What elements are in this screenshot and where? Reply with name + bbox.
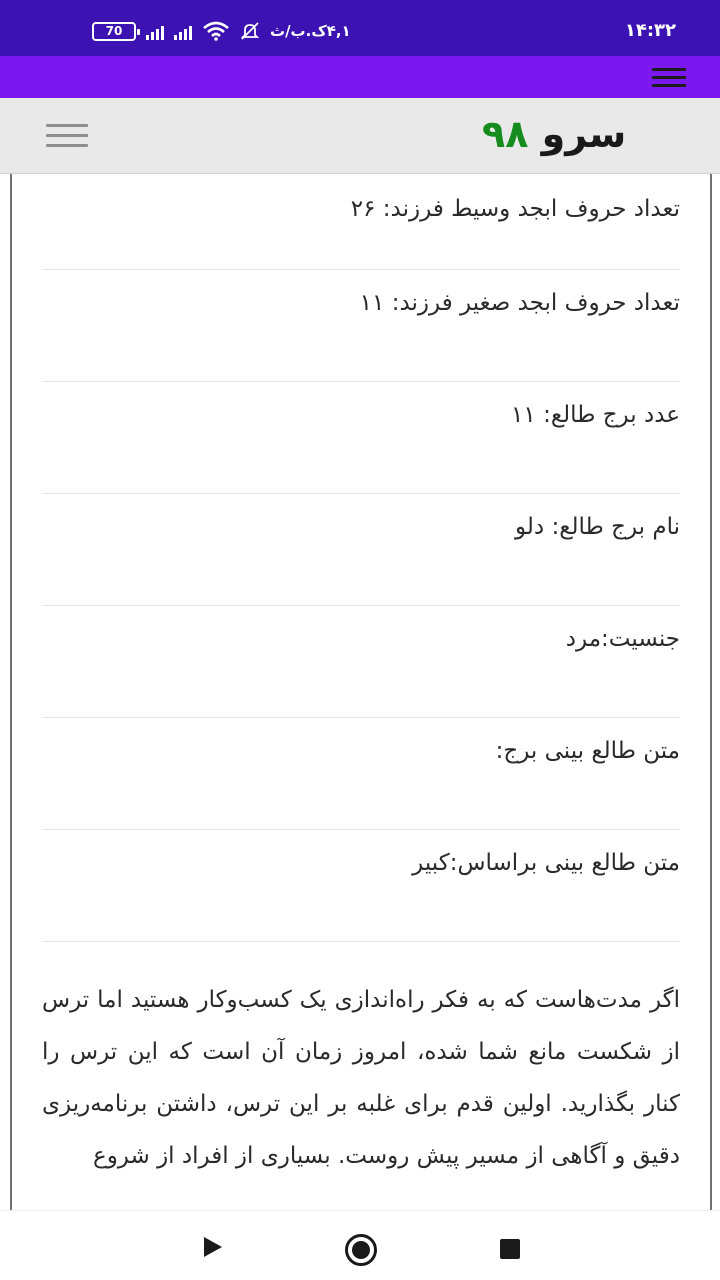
list-item xyxy=(42,494,680,606)
recent-apps-icon[interactable] xyxy=(500,1239,520,1259)
navigation-bar xyxy=(0,1210,720,1280)
main-content xyxy=(10,174,712,1210)
info-text: تعداد حروف ابجد وسیط فرزند: ۲۶ xyxy=(350,196,680,222)
site-logo[interactable] xyxy=(482,112,626,156)
list-item xyxy=(42,174,680,270)
hamburger-menu-icon[interactable] xyxy=(46,124,88,148)
list-item xyxy=(42,270,680,382)
status-icons xyxy=(92,18,351,44)
bell-muted-icon xyxy=(240,21,260,41)
info-text: عدد برج طالع: ۱۱ xyxy=(511,402,680,428)
signal-icon xyxy=(174,22,192,40)
logo-word: سرو xyxy=(541,112,627,156)
info-text: نام برج طالع: دلو xyxy=(515,514,680,540)
logo-number: ۹۸ xyxy=(482,112,529,156)
list-item xyxy=(42,830,680,942)
site-header xyxy=(0,98,720,174)
info-text: متن طالع بینی برج: xyxy=(495,738,680,764)
status-bar xyxy=(0,0,720,56)
info-text: جنسیت:مرد xyxy=(565,626,680,652)
article-paragraph: اگر مدت‌هاست که به فکر راه‌اندازی یک کسب‌وکار هستید اما ترس از شکست مانع شما شده، امروز زمان آن است که این ترس را کنار بگذارید. اولین قدم برای غلبه بر این ترس، داشتن برنامه‌ریزی دقیق و آگاهی از مسیر پیش روست. بسیاری از افراد از شروع xyxy=(42,987,680,1169)
back-icon[interactable] xyxy=(204,1237,222,1257)
list-item xyxy=(42,718,680,830)
home-icon[interactable] xyxy=(345,1234,377,1266)
app-bar xyxy=(0,56,720,98)
info-list xyxy=(12,174,710,942)
network-speed: ۴,۱ک.ب/ث xyxy=(270,22,351,40)
list-item xyxy=(42,382,680,494)
info-text: متن طالع بینی براساس:کبیر xyxy=(412,850,680,876)
wifi-icon xyxy=(202,21,230,41)
info-text: تعداد حروف ابجد صغیر فرزند: ۱۱ xyxy=(359,290,680,316)
status-time: ۱۴:۳۲ xyxy=(624,20,676,41)
battery-icon xyxy=(92,22,136,41)
signal-icon xyxy=(146,22,164,40)
battery-level: 70 xyxy=(105,24,123,38)
hamburger-menu-icon[interactable] xyxy=(652,68,686,88)
list-item xyxy=(42,606,680,718)
